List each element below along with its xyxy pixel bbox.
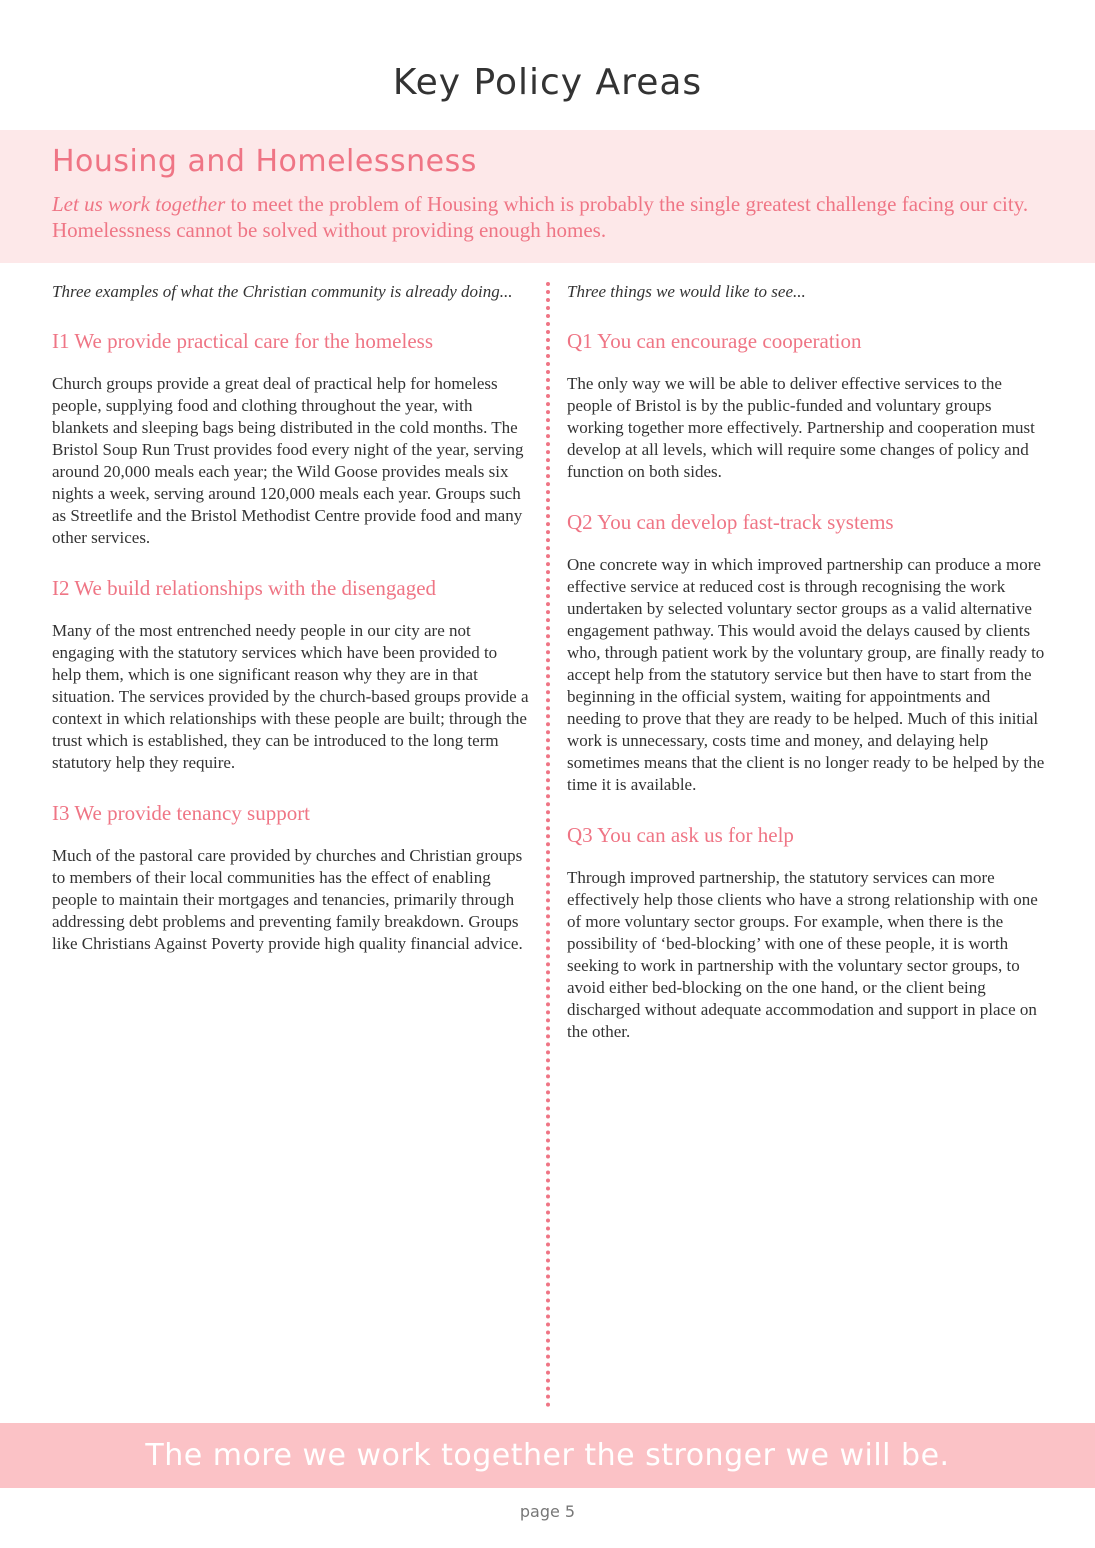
- banner-intro: [52, 191, 1045, 243]
- section-heading-i2: I2 We build relationships with the disengaged: [52, 576, 437, 600]
- section-body-q2: One concrete way in which improved partnership can produce a more effective service at reduced cost is through recognising the work undertaken by selected voluntary sector groups as a valid alternative engagement pathway. This would avoid the delays caused by clients who, through patient work by the voluntary group, are finally ready to accept help from the statutory service but then have to start from the beginning in the official system, waiting for appointments and needing to prove that they are ready to be helped. Much of this initial work is unnecessary, costs time and money, and delaying help sometimes means that the client is no longer ready to be helped by the time it is available.: [567, 555, 1045, 794]
- section-heading-i1: I1 We provide practical care for the homeless: [52, 329, 434, 353]
- section-body-i2: Many of the most entrenched needy people in our city are not engaging with the statutory services which have been provided to help them, which is one significant reason why they are in that situation. The services provided by the church-based groups provide a context in which relationships with these people are built; through the trust which is established, they can be introduced to the long term statutory help they require.: [52, 621, 529, 772]
- page-title: Key Policy Areas: [392, 62, 703, 103]
- left-column: [52, 282, 530, 955]
- left-column-lead: Three examples of what the Christian community is already doing...: [52, 282, 513, 301]
- housing-banner: [0, 130, 1095, 263]
- banner-intro-text: to meet the problem of Housing which is probably the single greatest challenge facing our city. Homelessness cannot be solved without providing enough homes.: [52, 192, 1029, 242]
- footer-slogan: The more we work together the stronger we will be.: [0, 1423, 1095, 1488]
- section-heading-q3: Q3 You can ask us for help: [567, 823, 794, 847]
- right-column-lead: Three things we would like to see...: [567, 282, 806, 301]
- section-heading-q1: Q1 You can encourage cooperation: [567, 329, 862, 353]
- section-body-i1: Church groups provide a great deal of practical help for homeless people, supplying food and clothing throughout the year, with blankets and sleeping bags being distributed in the cold months. The Bristol Soup Run Trust provides food every night of the year, serving around 20,000 meals each year; the Wild Goose provides meals six nights a week, serving around 120,000 meals each year. Groups such as Streetlife and the Bristol Methodist Centre provide food and many other services.: [52, 374, 524, 547]
- section-heading-q2: Q2 You can develop fast-track systems: [567, 510, 894, 534]
- column-divider: [546, 282, 550, 1408]
- page-number: page 5: [519, 1502, 576, 1521]
- section-body-i3: Much of the pastoral care provided by churches and Christian groups to members of their local communities has the effect of enabling people to maintain their mortgages and tenancies, primarily through addressing debt problems and preventing family breakdown. Groups like Christians Against Poverty provide high quality financial advice.: [52, 846, 523, 953]
- section-heading-i3: I3 We provide tenancy support: [52, 801, 311, 825]
- banner-intro-emphasis: Let us work together: [52, 192, 226, 216]
- banner-heading: Housing and Homelessness: [52, 144, 477, 179]
- section-body-q3: Through improved partnership, the statutory services can more effectively help those clients who have a strong relationship with one of more voluntary sector groups. For example, when there is the possibility of ‘bed-blocking’ with one of these people, it is worth seeking to work in partnership with the voluntary sector groups, to avoid either bed-blocking on the one hand, or the client being discharged without adequate accommodation and support in place on the other.: [567, 868, 1038, 1041]
- section-body-q1: The only way we will be able to deliver effective services to the people of Bristol is by the public-funded and voluntary groups working together more effectively. Partnership and cooperation must develop at all levels, which will require some changes of policy and function on both sides.: [567, 374, 1035, 481]
- right-column: [567, 282, 1045, 1043]
